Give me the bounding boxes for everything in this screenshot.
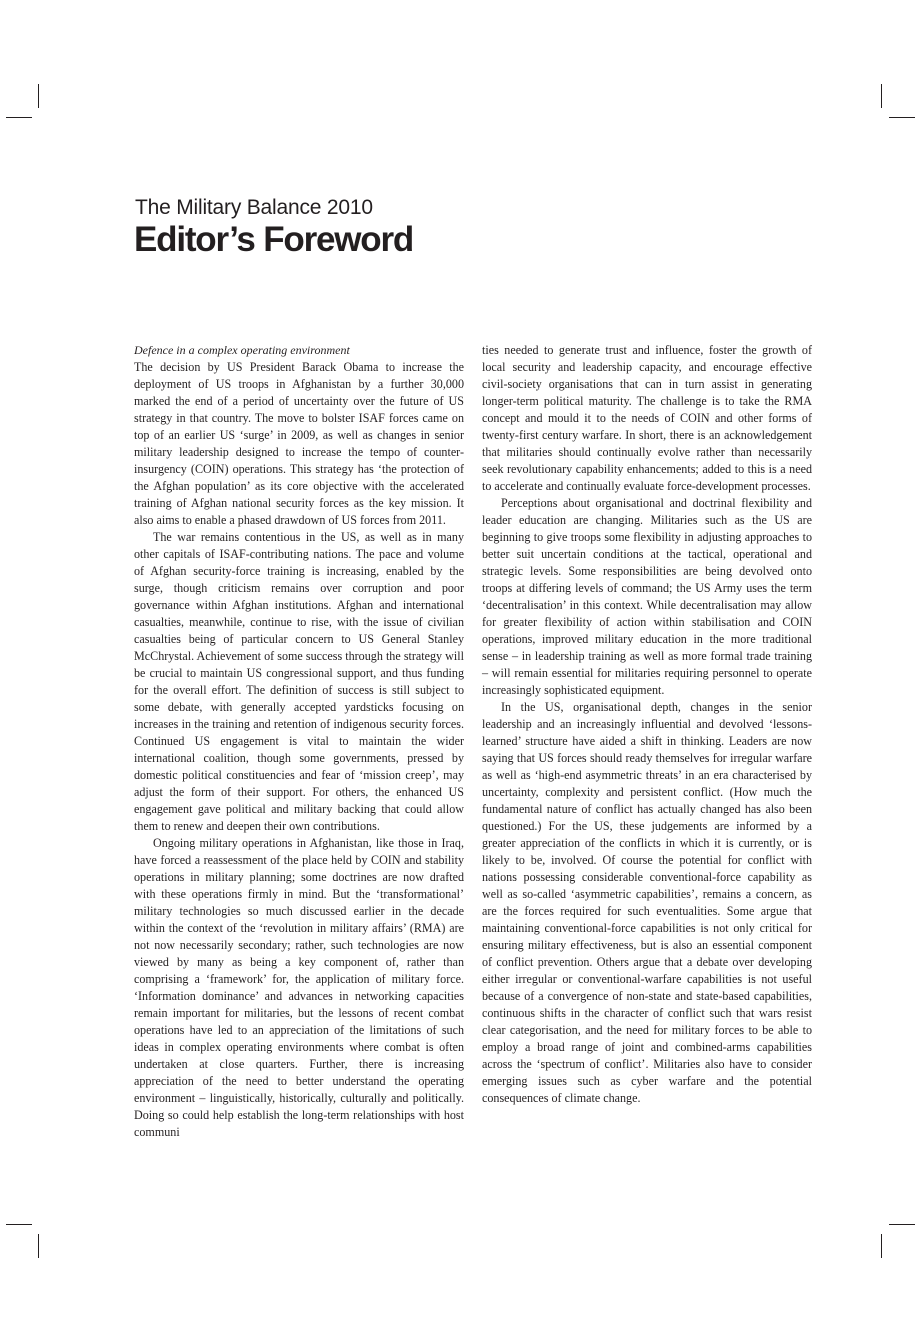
- crop-mark-top-right-vertical: [881, 84, 882, 108]
- series-title: The Military Balance 2010: [135, 196, 373, 219]
- crop-mark-bottom-left-horizontal: [6, 1224, 32, 1225]
- crop-mark-bottom-right-vertical: [881, 1234, 882, 1258]
- crop-mark-bottom-left-vertical: [38, 1234, 39, 1258]
- paragraph: Perceptions about organisational and doctrinal flexibility and leader education are changing. Militaries such as the US are beginning to give troops some flexibility in adjusting approaches to better suit uncertain conditions at the tactical, operational and strategic levels. Some responsibilities are being devolved onto troops at differing levels of command; the US Army uses the term ‘decentralisation’ in this context. While decentralisation may allow for greater flexibility of action within stabilisation and COIN operations, improved military education in the more traditional sense – in leadership training as well as more formal trade training – will remain essential for militaries requiring personnel to operate increasingly sophisticated equipment.: [482, 496, 812, 697]
- left-column: [134, 342, 464, 1141]
- crop-mark-top-left-horizontal: [6, 117, 32, 118]
- crop-mark-bottom-right-horizontal: [889, 1224, 915, 1225]
- paragraph: The decision by US President Barack Obama to increase the deployment of US troops in Afghanistan by a further 30,000 marked the end of a period of uncertainty over the future of US strategy in that country. The move to bolster ISAF forces came on top of an earlier US ‘surge’ in 2009, as well as changes in senior military leadership designed to increase the tempo of counter-insurgency (COIN) operations. This strategy has ‘the protection of the Afghan population’ as its core objective with the accelerated training of Afghan national security forces as the key mission. It also aims to enable a phased drawdown of US forces from 2011.: [134, 360, 464, 527]
- page-title: Editor’s Foreword: [134, 220, 414, 259]
- right-column: [482, 342, 812, 1107]
- paragraph: In the US, organisational depth, changes in the senior leadership and an increasingly influential and devolved ‘lessons-learned’ structure have aided a shift in thinking. Leaders are now saying that US forces should ready themselves for irregular warfare as well as ‘high-end asymmetric threats’ in an era characterised by uncertainty, complexity and persistent conflict. (How much the fundamental nature of conflict has actually changed has also been questioned.) For the US, these judgements are informed by a greater appreciation of the conflicts in which it is currently, or is likely to be, involved. Of course the potential for conflict with nations possessing considerable conventional-force capability as well as so-called ‘asymmetric capabilities’, remains a concern, as are the forces required for such eventualities. Some argue that maintaining conventional-force capabilities is not only critical for ensuring military effectiveness, but is also an essential component of conflict prevention. Others argue that a debate over developing either irregular or conventional-warfare capabilities is not useful because of a convergence of non-state and state-based capabilities, continuous shifts in the character of conflict such that wars resist clear categorisation, and the need for military forces to be able to employ a broad range of joint and combined-arms capabilities across the ‘spectrum of conflict’. Militaries also have to consider emerging issues such as cyber warfare and the potential consequences of climate change.: [482, 700, 812, 1105]
- section-heading: Defence in a complex operating environment: [134, 343, 350, 357]
- crop-mark-top-left-vertical: [38, 84, 39, 108]
- crop-mark-top-right-horizontal: [889, 117, 915, 118]
- paragraph: The war remains contentious in the US, as well as in many other capitals of ISAF-contributing nations. The pace and volume of Afghan security-force training is increasing, enabled by the surge, though criticism remains over corruption and poor governance within Afghan institutions. Afghan and international casualties, meanwhile, continue to rise, with the issue of civilian casualties being of particular concern to US General Stanley McChrystal. Achievement of some success through the strategy will be crucial to maintain US congressional support, and thus funding for the overall effort. The definition of success is still subject to some debate, with generally accepted yardsticks focusing on increases in the training and retention of indigenous security forces. Continued US engagement is vital to maintain the wider international coalition, though some governments, pressed by domestic political constituencies and fear of ‘mission creep’, may adjust the form of their support. For others, the enhanced US engagement gave political and military backing that could allow them to renew and deepen their own contributions.: [134, 530, 464, 833]
- paragraph: ties needed to generate trust and influence, foster the growth of local security and leadership capacity, and encourage effective civil-society organisations that can in turn assist in generating longer-term political maturity. The challenge is to take the RMA concept and mould it to the needs of COIN and other forms of twenty-first century warfare. In short, there is an acknowledgement that militaries should continually evolve rather than necessarily seek revolutionary capability enhancements; added to this is a need to accelerate and continually evaluate force-development processes.: [482, 343, 812, 493]
- paragraph: Ongoing military operations in Afghanistan, like those in Iraq, have forced a reassessment of the place held by COIN and stability operations in military planning; some doctrines are now drafted with these operations firmly in mind. But the ‘transformational’ military technologies so much discussed earlier in the decade within the context of the ‘revolution in military affairs’ (RMA) are not now necessarily secondary; rather, such technologies are now viewed by many as being a key component of, rather than comprising a ‘framework’ for, the application of military force. ‘Information dominance’ and advances in networking capacities remain important for militaries, but the lessons of recent combat operations have led to an appreciation of the limitations of such ideas in complex operating environments where combat is often undertaken at close quarters. Further, there is increasing appreciation of the need to better understand the operating environment – linguistically, historically, culturally and politically. Doing so could help establish the long-term relationships with host communi: [134, 836, 464, 1139]
